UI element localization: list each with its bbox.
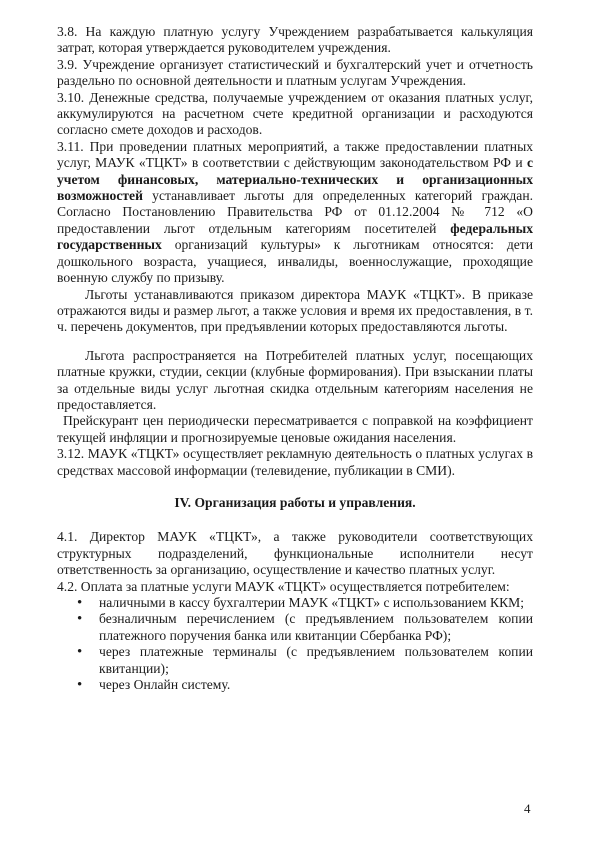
- payment-methods-list: [57, 595, 533, 693]
- paragraph-3-11-text-2: устанавливает льготы для определенных категорий граждан. Согласно Постановлению Правительства РФ от 01.12.2004 № 712 «О предоставлении льгот отдельным категориям посетителей: [57, 188, 533, 236]
- paragraph-3-11-bold-2: федеральных государственных: [57, 220, 533, 253]
- document-page: [57, 24, 533, 693]
- section-heading: IV. Организация работы и управления.: [174, 494, 416, 510]
- paragraph-lgoty: Льготы устанавливаются приказом директора МАУК «ТЦКТ». В приказе отражаются виды и размер льгот, а также условия и время их предоставления, в т. ч. перечень документов, при предъявлении которых предоставляются льготы.: [57, 286, 533, 335]
- paragraph-3-11-text-3: организаций культуры» к льготникам относятся: дети дошкольного возраста, учащиеся, инвалиды, военнослужащие, проходящие военную службу по призыву.: [57, 237, 533, 286]
- paragraph-3-10: 3.10. Денежные средства, получаемые учреждением от оказания платных услуг, аккумулируются на расчетном счете кредитной организации и расходуются согласно смете доходов и расходов.: [57, 89, 533, 138]
- paragraph-3-11-text-1: 3.11. При проведении платных мероприятий, а также предоставлении платных услуг, МАУК «ТЦКТ» в соответствии с действующим законодательством РФ и: [57, 138, 533, 171]
- list-item: • через Онлайн систему.: [99, 677, 533, 693]
- paragraph-3-11: [57, 139, 533, 287]
- paragraph-4-2: 4.2. Оплата за платные услуги МАУК «ТЦКТ» осуществляется потребителем:: [57, 578, 510, 594]
- paragraph-3-12: 3.12. МАУК «ТЦКТ» осуществляет рекламную деятельность о платных услугах в средствах массовой информации (телевидение, публикации в СМИ).: [57, 446, 533, 478]
- paragraph-lgota: Льгота распространяется на Потребителей платных услуг, посещающих платные кружки, студии, секции (клубные формирования). При взыскании платы за отдельные виды услуг льготная скидка отдельным категориям населения не предоставляется.: [57, 347, 533, 412]
- list-item: • через платежные терминалы (с предъявлением пользователем копии квитанции);: [99, 644, 533, 677]
- list-item: • наличными в кассу бухгалтерии МАУК «ТЦКТ» с использованием ККМ;: [99, 595, 533, 611]
- paragraph-3-8: 3.8. На каждую платную услугу Учреждением разрабатывается калькуляция затрат, которая утверждается руководителем учреждения.: [57, 24, 533, 56]
- paragraph-4-1: 4.1. Директор МАУК «ТЦКТ», а также руководители соответствующих структурных подразделений, функциональные исполнители несут ответственность за организацию, осуществление и качество платных услуг.: [57, 529, 533, 578]
- paragraph-3-9: 3.9. Учреждение организует статистический и бухгалтерский учет и отчетность раздельно по основной деятельности и платным услугам Учреждения.: [57, 56, 533, 89]
- list-item: • безналичным перечислением (с предъявлением пользователем копии платежного поручения банка или квитанции Сбербанка РФ);: [99, 611, 533, 644]
- paragraph-3-11-bold-1: с учетом финансовых, материально-технических и организационных возможностей: [57, 155, 533, 204]
- page-number: 4: [524, 801, 531, 816]
- paragraph-price: Прейскурант цен периодически пересматривается с поправкой на коэффициент текущей инфляции и прогнозируемые ценовые ожидания населения.: [57, 413, 533, 445]
